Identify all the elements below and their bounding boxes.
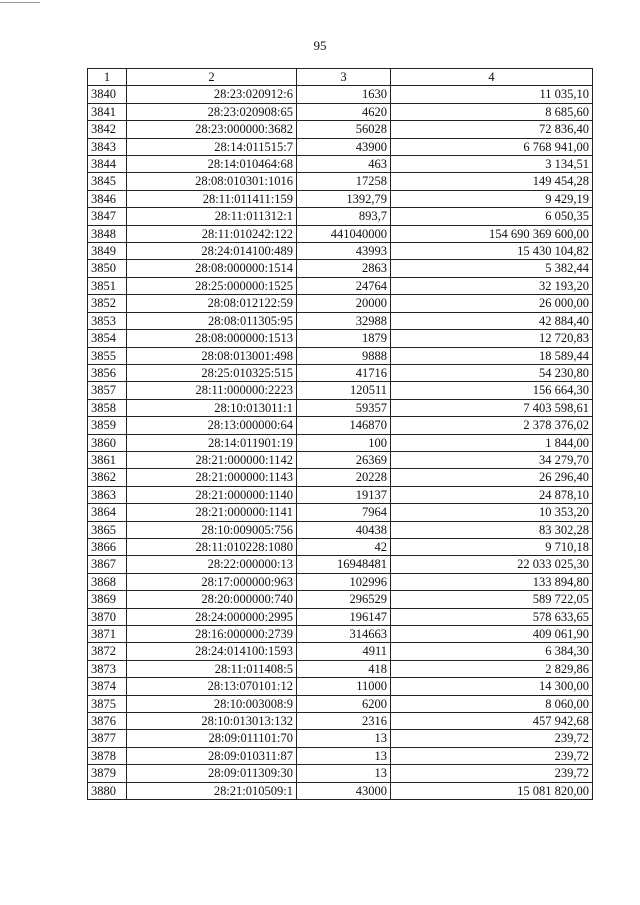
cadastral-number-cell: 28:20:000000:740 <box>127 591 297 608</box>
cadastral-number-cell: 28:14:010464:68 <box>127 156 297 173</box>
row-number-cell: 3870 <box>88 608 127 625</box>
row-number-cell: 3869 <box>88 591 127 608</box>
row-number-cell: 3844 <box>88 156 127 173</box>
cadastral-number-cell: 28:11:010228:1080 <box>127 538 297 555</box>
table-row <box>88 86 593 103</box>
cadastral-number-cell: 28:09:011309:30 <box>127 765 297 782</box>
area-cell: 32988 <box>297 312 391 329</box>
value-cell: 54 230,80 <box>391 364 593 381</box>
table-header-row <box>88 69 593 86</box>
row-number-cell: 3842 <box>88 121 127 138</box>
area-cell: 893,7 <box>297 208 391 225</box>
row-number-cell: 3876 <box>88 713 127 730</box>
row-number-cell: 3867 <box>88 556 127 573</box>
cadastral-number-cell: 28:09:010311:87 <box>127 747 297 764</box>
row-number-cell: 3865 <box>88 521 127 538</box>
area-cell: 59357 <box>297 399 391 416</box>
area-cell: 1879 <box>297 330 391 347</box>
column-header-4: 4 <box>391 69 593 86</box>
table-row <box>88 347 593 364</box>
area-cell: 196147 <box>297 608 391 625</box>
table-row <box>88 451 593 468</box>
row-number-cell: 3857 <box>88 382 127 399</box>
cadastral-number-cell: 28:14:011901:19 <box>127 434 297 451</box>
value-cell: 409 061,90 <box>391 626 593 643</box>
table-row <box>88 643 593 660</box>
value-cell: 26 296,40 <box>391 469 593 486</box>
table-row <box>88 695 593 712</box>
value-cell: 1 844,00 <box>391 434 593 451</box>
table-row <box>88 782 593 799</box>
value-cell: 72 836,40 <box>391 121 593 138</box>
cadastral-number-cell: 28:14:011515:7 <box>127 138 297 155</box>
table-row <box>88 312 593 329</box>
area-cell: 43993 <box>297 243 391 260</box>
value-cell: 578 633,65 <box>391 608 593 625</box>
area-cell: 2316 <box>297 713 391 730</box>
area-cell: 24764 <box>297 277 391 294</box>
page-number: 95 <box>313 38 327 53</box>
value-cell: 9 710,18 <box>391 538 593 555</box>
cadastral-number-cell: 28:25:010325:515 <box>127 364 297 381</box>
row-number-cell: 3860 <box>88 434 127 451</box>
table-row <box>88 243 593 260</box>
area-cell: 17258 <box>297 173 391 190</box>
table-row <box>88 660 593 677</box>
value-cell: 22 033 025,30 <box>391 556 593 573</box>
table-row <box>88 591 593 608</box>
cadastral-number-cell: 28:23:020912:6 <box>127 86 297 103</box>
area-cell: 16948481 <box>297 556 391 573</box>
row-number-cell: 3851 <box>88 277 127 294</box>
value-cell: 6 050,35 <box>391 208 593 225</box>
value-cell: 9 429,19 <box>391 190 593 207</box>
table-row <box>88 713 593 730</box>
row-number-cell: 3872 <box>88 643 127 660</box>
value-cell: 15 430 104,82 <box>391 243 593 260</box>
area-cell: 441040000 <box>297 225 391 242</box>
cadastral-number-cell: 28:23:000000:3682 <box>127 121 297 138</box>
value-cell: 6 384,30 <box>391 643 593 660</box>
cadastral-number-cell: 28:08:000000:1513 <box>127 330 297 347</box>
value-cell: 6 768 941,00 <box>391 138 593 155</box>
row-number-cell: 3863 <box>88 486 127 503</box>
table-row <box>88 747 593 764</box>
cadastral-number-cell: 28:21:010509:1 <box>127 782 297 799</box>
table-body <box>88 86 593 800</box>
cadastral-number-cell: 28:24:014100:1593 <box>127 643 297 660</box>
area-cell: 20000 <box>297 295 391 312</box>
cadastral-number-cell: 28:21:000000:1143 <box>127 469 297 486</box>
area-cell: 1392,79 <box>297 190 391 207</box>
value-cell: 239,72 <box>391 730 593 747</box>
cadastral-number-cell: 28:11:011411:159 <box>127 190 297 207</box>
area-cell: 1630 <box>297 86 391 103</box>
area-cell: 146870 <box>297 417 391 434</box>
table-row <box>88 626 593 643</box>
value-cell: 2 378 376,02 <box>391 417 593 434</box>
row-number-cell: 3849 <box>88 243 127 260</box>
table-row <box>88 138 593 155</box>
area-cell: 102996 <box>297 573 391 590</box>
row-number-cell: 3859 <box>88 417 127 434</box>
cadastral-number-cell: 28:13:070101:12 <box>127 678 297 695</box>
row-number-cell: 3856 <box>88 364 127 381</box>
value-cell: 14 300,00 <box>391 678 593 695</box>
value-cell: 42 884,40 <box>391 312 593 329</box>
area-cell: 9888 <box>297 347 391 364</box>
row-number-cell: 3874 <box>88 678 127 695</box>
value-cell: 457 942,68 <box>391 713 593 730</box>
row-number-cell: 3852 <box>88 295 127 312</box>
value-cell: 15 081 820,00 <box>391 782 593 799</box>
area-cell: 7964 <box>297 504 391 521</box>
table-row <box>88 469 593 486</box>
table-row <box>88 190 593 207</box>
area-cell: 314663 <box>297 626 391 643</box>
value-cell: 24 878,10 <box>391 486 593 503</box>
table-row <box>88 121 593 138</box>
row-number-cell: 3871 <box>88 626 127 643</box>
row-number-cell: 3858 <box>88 399 127 416</box>
value-cell: 12 720,83 <box>391 330 593 347</box>
table-row <box>88 730 593 747</box>
table-row <box>88 765 593 782</box>
row-number-cell: 3868 <box>88 573 127 590</box>
value-cell: 149 454,28 <box>391 173 593 190</box>
cadastral-number-cell: 28:21:000000:1142 <box>127 451 297 468</box>
cadastral-number-cell: 28:24:000000:2995 <box>127 608 297 625</box>
table-row <box>88 225 593 242</box>
value-cell: 133 894,80 <box>391 573 593 590</box>
table-row <box>88 330 593 347</box>
column-header-2: 2 <box>127 69 297 86</box>
area-cell: 120511 <box>297 382 391 399</box>
area-cell: 19137 <box>297 486 391 503</box>
cadastral-number-cell: 28:08:011305:95 <box>127 312 297 329</box>
value-cell: 32 193,20 <box>391 277 593 294</box>
table-row <box>88 486 593 503</box>
row-number-cell: 3847 <box>88 208 127 225</box>
cadastral-number-cell: 28:23:020908:65 <box>127 103 297 120</box>
table-row <box>88 573 593 590</box>
cadastral-number-cell: 28:08:000000:1514 <box>127 260 297 277</box>
area-cell: 13 <box>297 747 391 764</box>
cadastral-number-cell: 28:11:000000:2223 <box>127 382 297 399</box>
value-cell: 34 279,70 <box>391 451 593 468</box>
area-cell: 463 <box>297 156 391 173</box>
row-number-cell: 3873 <box>88 660 127 677</box>
table-row <box>88 399 593 416</box>
table-row <box>88 434 593 451</box>
table-row <box>88 156 593 173</box>
area-cell: 4620 <box>297 103 391 120</box>
cadastral-number-cell: 28:21:000000:1140 <box>127 486 297 503</box>
value-cell: 11 035,10 <box>391 86 593 103</box>
row-number-cell: 3879 <box>88 765 127 782</box>
area-cell: 20228 <box>297 469 391 486</box>
value-cell: 589 722,05 <box>391 591 593 608</box>
table-row <box>88 277 593 294</box>
row-number-cell: 3841 <box>88 103 127 120</box>
row-number-cell: 3862 <box>88 469 127 486</box>
area-cell: 40438 <box>297 521 391 538</box>
cadastral-number-cell: 28:21:000000:1141 <box>127 504 297 521</box>
value-cell: 8 060,00 <box>391 695 593 712</box>
area-cell: 56028 <box>297 121 391 138</box>
area-cell: 2863 <box>297 260 391 277</box>
area-cell: 4911 <box>297 643 391 660</box>
value-cell: 10 353,20 <box>391 504 593 521</box>
table-row <box>88 295 593 312</box>
cadastral-number-cell: 28:24:014100:489 <box>127 243 297 260</box>
table-row <box>88 208 593 225</box>
value-cell: 239,72 <box>391 765 593 782</box>
row-number-cell: 3864 <box>88 504 127 521</box>
data-table <box>87 68 593 800</box>
cadastral-number-cell: 28:17:000000:963 <box>127 573 297 590</box>
value-cell: 3 134,51 <box>391 156 593 173</box>
table-row <box>88 521 593 538</box>
cadastral-number-cell: 28:10:013013:132 <box>127 713 297 730</box>
cadastral-number-cell: 28:22:000000:13 <box>127 556 297 573</box>
area-cell: 11000 <box>297 678 391 695</box>
row-number-cell: 3875 <box>88 695 127 712</box>
table-row <box>88 364 593 381</box>
cadastral-number-cell: 28:10:009005:756 <box>127 521 297 538</box>
table-row <box>88 608 593 625</box>
table-row <box>88 678 593 695</box>
area-cell: 26369 <box>297 451 391 468</box>
cadastral-number-cell: 28:10:003008:9 <box>127 695 297 712</box>
row-number-cell: 3866 <box>88 538 127 555</box>
column-header-1: 1 <box>88 69 127 86</box>
value-cell: 83 302,28 <box>391 521 593 538</box>
cadastral-number-cell: 28:25:000000:1525 <box>127 277 297 294</box>
row-number-cell: 3843 <box>88 138 127 155</box>
top-edge-rule <box>0 2 40 3</box>
cadastral-number-cell: 28:13:000000:64 <box>127 417 297 434</box>
cadastral-number-cell: 28:16:000000:2739 <box>127 626 297 643</box>
table-row <box>88 538 593 555</box>
value-cell: 239,72 <box>391 747 593 764</box>
area-cell: 6200 <box>297 695 391 712</box>
area-cell: 13 <box>297 730 391 747</box>
table-row <box>88 504 593 521</box>
cadastral-number-cell: 28:11:011408:5 <box>127 660 297 677</box>
row-number-cell: 3877 <box>88 730 127 747</box>
row-number-cell: 3880 <box>88 782 127 799</box>
value-cell: 2 829,86 <box>391 660 593 677</box>
area-cell: 13 <box>297 765 391 782</box>
column-header-3: 3 <box>297 69 391 86</box>
cadastral-number-cell: 28:08:012122:59 <box>127 295 297 312</box>
table-row <box>88 556 593 573</box>
area-cell: 43000 <box>297 782 391 799</box>
value-cell: 5 382,44 <box>391 260 593 277</box>
cadastral-number-cell: 28:09:011101:70 <box>127 730 297 747</box>
value-cell: 26 000,00 <box>391 295 593 312</box>
table-row <box>88 382 593 399</box>
area-cell: 418 <box>297 660 391 677</box>
table-row <box>88 103 593 120</box>
cadastral-number-cell: 28:11:011312:1 <box>127 208 297 225</box>
cadastral-number-cell: 28:11:010242:122 <box>127 225 297 242</box>
area-cell: 41716 <box>297 364 391 381</box>
value-cell: 18 589,44 <box>391 347 593 364</box>
row-number-cell: 3845 <box>88 173 127 190</box>
area-cell: 296529 <box>297 591 391 608</box>
area-cell: 42 <box>297 538 391 555</box>
table-row <box>88 417 593 434</box>
area-cell: 43900 <box>297 138 391 155</box>
row-number-cell: 3850 <box>88 260 127 277</box>
row-number-cell: 3855 <box>88 347 127 364</box>
row-number-cell: 3878 <box>88 747 127 764</box>
row-number-cell: 3854 <box>88 330 127 347</box>
area-cell: 100 <box>297 434 391 451</box>
row-number-cell: 3848 <box>88 225 127 242</box>
row-number-cell: 3861 <box>88 451 127 468</box>
table-row <box>88 260 593 277</box>
cadastral-number-cell: 28:10:013011:1 <box>127 399 297 416</box>
value-cell: 154 690 369 600,00 <box>391 225 593 242</box>
cadastral-number-cell: 28:08:013001:498 <box>127 347 297 364</box>
table-row <box>88 173 593 190</box>
row-number-cell: 3853 <box>88 312 127 329</box>
value-cell: 156 664,30 <box>391 382 593 399</box>
value-cell: 8 685,60 <box>391 103 593 120</box>
row-number-cell: 3846 <box>88 190 127 207</box>
value-cell: 7 403 598,61 <box>391 399 593 416</box>
cadastral-number-cell: 28:08:010301:1016 <box>127 173 297 190</box>
row-number-cell: 3840 <box>88 86 127 103</box>
